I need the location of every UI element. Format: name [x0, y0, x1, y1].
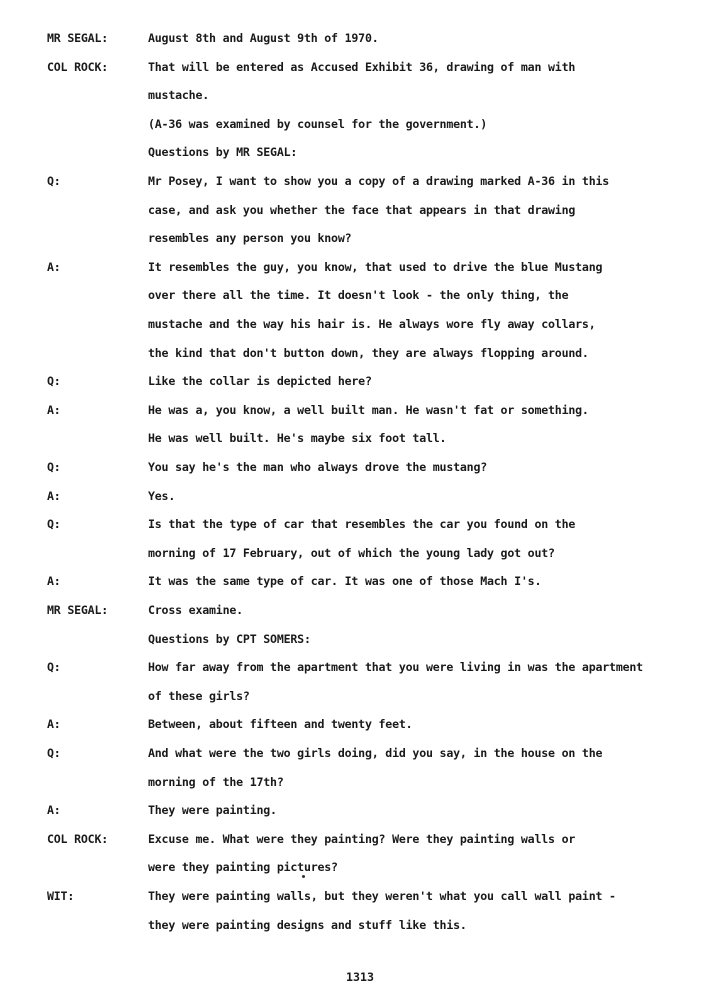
transcript-line: [0, 457, 720, 477]
transcript-text: were they painting pictures?: [148, 860, 338, 875]
transcript-line: [0, 514, 720, 534]
transcript-text: August 8th and August 9th of 1970.: [148, 31, 379, 45]
scan-speck: [302, 875, 305, 878]
transcript-text: Mr Posey, I want to show you a copy of a drawing marked A-36 in this: [148, 174, 610, 188]
transcript-text: He was well built. He's maybe six foot tall.: [148, 431, 447, 446]
transcript-text: the kind that don't button down, they are always flopping around.: [148, 345, 589, 360]
transcript-text: over there all the time. It doesn't look - the only thing, the: [148, 288, 569, 303]
transcript-text: How far away from the apartment that you were living in was the apartment: [148, 660, 643, 675]
transcript-line: [0, 257, 720, 277]
transcript-line: [0, 886, 720, 906]
speaker-label: Q:: [47, 660, 61, 675]
speaker-label: A:: [47, 402, 61, 417]
transcript-text: morning of the 17th?: [148, 774, 284, 789]
transcript-line: [0, 428, 720, 448]
transcript-text: case, and ask you whether the face that appears in that drawing: [148, 202, 576, 217]
transcript-text: morning of 17 February, out of which the young lady got out?: [148, 545, 555, 560]
speaker-label: Q:: [47, 174, 61, 188]
transcript-line: [0, 285, 720, 305]
transcript-text: And what were the two girls doing, did you say, in the house on the: [148, 746, 603, 760]
transcript-text: Questions by CPT SOMERS:: [148, 631, 311, 646]
transcript-line: [0, 400, 720, 420]
transcript-line: [0, 829, 720, 849]
transcript-line: [0, 228, 720, 248]
transcript-line: [0, 200, 720, 220]
speaker-label: MR SEGAL:: [47, 31, 109, 45]
transcript-text: They were painting.: [148, 803, 277, 818]
speaker-label: COL ROCK:: [47, 831, 109, 846]
speaker-label: A:: [47, 259, 61, 274]
transcript-line: [0, 772, 720, 792]
transcript-line: [0, 800, 720, 820]
page-number: 1313: [346, 970, 374, 984]
transcript-text: (A-36 was examined by counsel for the government.): [148, 116, 488, 131]
transcript-line: [0, 543, 720, 563]
transcript-line: [0, 600, 720, 620]
transcript-line: [0, 629, 720, 649]
speaker-label: A:: [47, 574, 61, 589]
transcript-line: [0, 571, 720, 591]
transcript-text: Excuse me. What were they painting? Were they painting walls or: [148, 831, 576, 846]
speaker-label: Q:: [47, 374, 61, 389]
speaker-label: Q:: [47, 517, 61, 532]
transcript-text: mustache.: [148, 88, 210, 103]
transcript-text: resembles any person you know?: [148, 231, 352, 246]
transcript-line: [0, 743, 720, 763]
transcript-line: [0, 657, 720, 677]
transcript-text: they were painting designs and stuff like this.: [148, 917, 467, 932]
transcript-line: [0, 486, 720, 506]
transcript-line: [0, 686, 720, 706]
transcript-line: [0, 142, 720, 162]
transcript-text: Like the collar is depicted here?: [148, 374, 372, 389]
transcript-text: You say he's the man who always drove the mustang?: [148, 460, 488, 474]
speaker-label: COL ROCK:: [47, 59, 109, 74]
transcript-text: Questions by MR SEGAL:: [148, 145, 298, 160]
speaker-label: WIT:: [47, 889, 75, 903]
speaker-label: A:: [47, 488, 61, 503]
transcript-line: [0, 171, 720, 191]
speaker-label: MR SEGAL:: [47, 603, 109, 617]
transcript-line: [0, 371, 720, 391]
transcript-line: [0, 314, 720, 334]
transcript-text: mustache and the way his hair is. He always wore fly away collars,: [148, 317, 596, 331]
transcript-text: Yes.: [148, 488, 176, 503]
transcript-line: [0, 857, 720, 877]
transcript-text: They were painting walls, but they weren't what you call wall paint -: [148, 889, 616, 903]
speaker-label: A:: [47, 803, 61, 818]
transcript-text: It resembles the guy, you know, that used to drive the blue Mustang: [148, 259, 603, 274]
transcript-text: Between, about fifteen and twenty feet.: [148, 717, 413, 732]
transcript-line: [0, 114, 720, 134]
transcript-line: [0, 343, 720, 363]
transcript-line: [0, 57, 720, 77]
transcript-text: Is that the type of car that resembles the car you found on the: [148, 517, 576, 532]
transcript-line: [0, 85, 720, 105]
transcript-line: [0, 915, 720, 935]
transcript-text: That will be entered as Accused Exhibit 36, drawing of man with: [148, 59, 576, 74]
transcript-text: It was the same type of car. It was one of those Mach I's.: [148, 574, 542, 589]
speaker-label: Q:: [47, 746, 61, 760]
transcript-line: [0, 28, 720, 48]
speaker-label: A:: [47, 717, 61, 732]
transcript-text: Cross examine.: [148, 603, 243, 617]
transcript-text: of these girls?: [148, 688, 250, 703]
transcript-text: He was a, you know, a well built man. He wasn't fat or something.: [148, 402, 589, 417]
speaker-label: Q:: [47, 460, 61, 474]
transcript-line: [0, 714, 720, 734]
